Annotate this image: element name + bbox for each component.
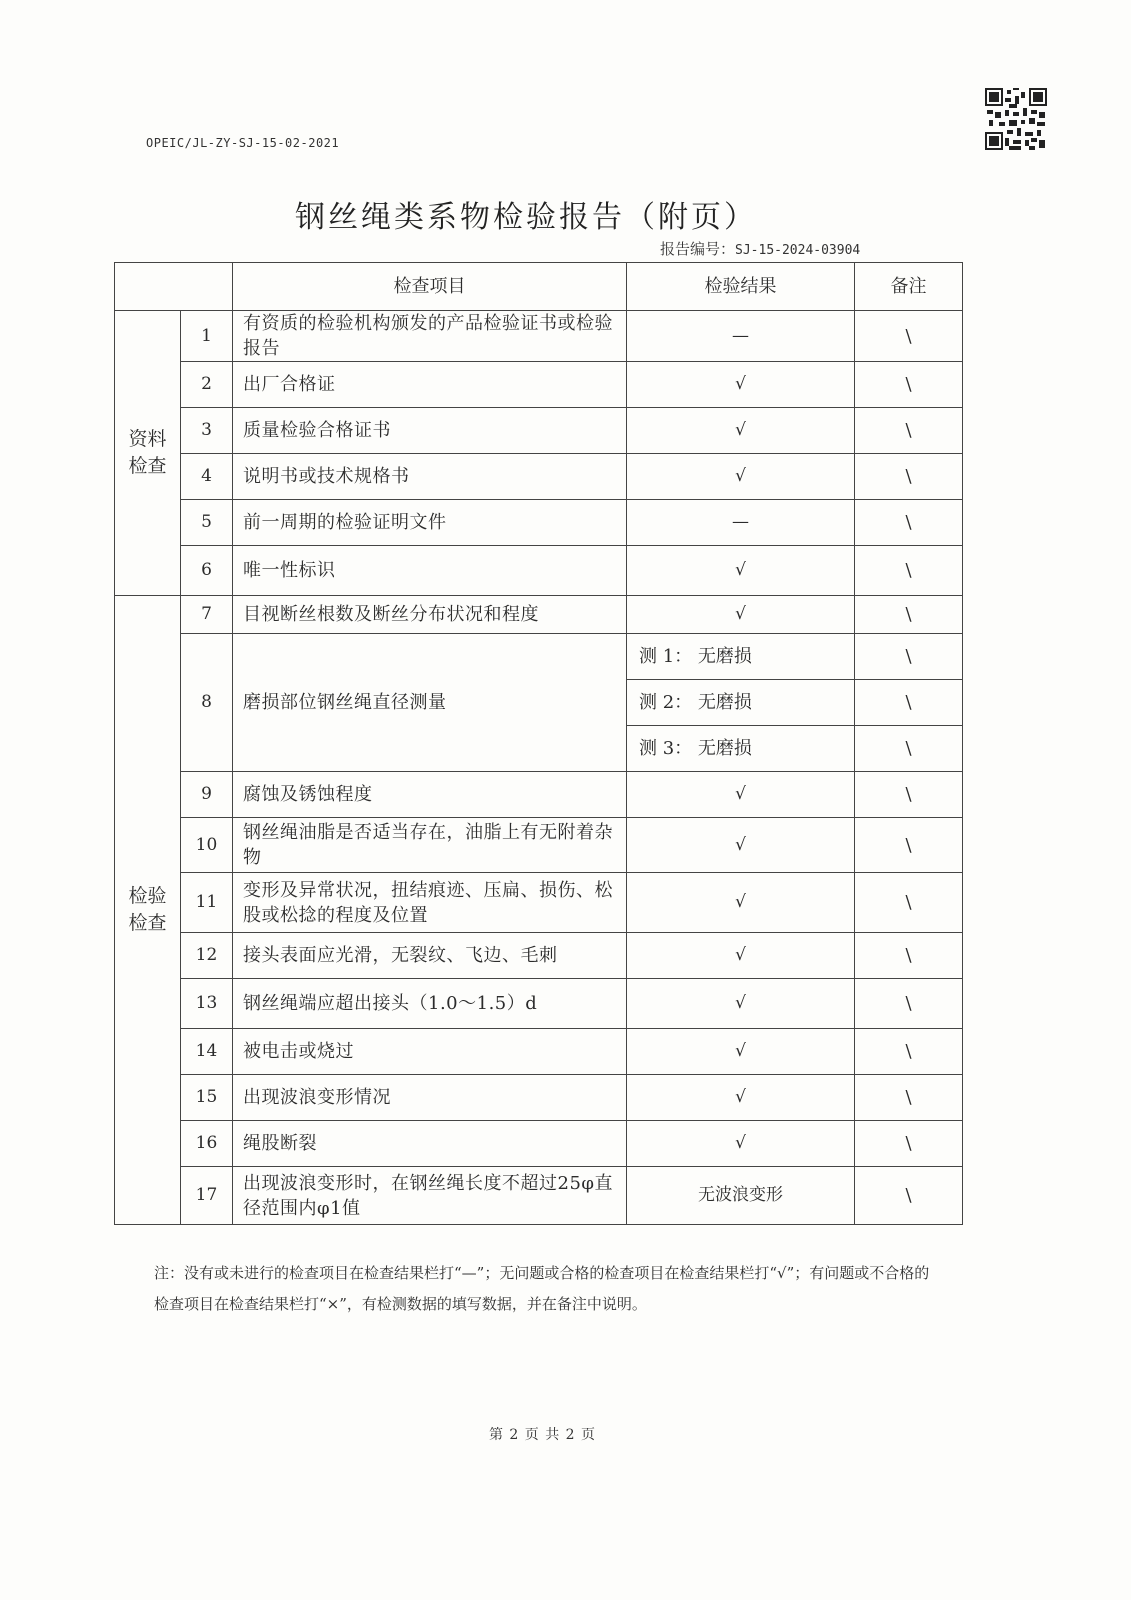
row-result: √: [627, 873, 855, 933]
row-item: 质量检验合格证书: [233, 408, 627, 454]
row-result: √: [627, 454, 855, 500]
row-number: 10: [181, 818, 233, 873]
row-remark: \: [855, 873, 963, 933]
table-row: [115, 818, 963, 873]
row-result: √: [627, 596, 855, 634]
page-number: 第 2 页 共 2 页: [488, 1427, 597, 1443]
section-label-line2: 检查: [128, 455, 167, 477]
row-result: √: [627, 1029, 855, 1075]
measurement-result: 测 2： 无磨损: [627, 680, 855, 726]
row-number: 13: [181, 979, 233, 1029]
header-item: 检查项目: [233, 263, 627, 311]
row-remark: \: [855, 1121, 963, 1167]
table-header-row: [115, 263, 963, 311]
table-row: [115, 1121, 963, 1167]
document-code: OPEIC/JL-ZY-SJ-15-02-2021: [146, 136, 340, 150]
row-remark: \: [855, 1029, 963, 1075]
row-number: 11: [181, 873, 233, 933]
row-number: 8: [181, 634, 233, 772]
row-remark: \: [855, 933, 963, 979]
table-row: [115, 362, 963, 408]
measurement-result: 测 3： 无磨损: [627, 726, 855, 772]
measurement-remark: \: [855, 680, 963, 726]
row-item: 出厂合格证: [233, 362, 627, 408]
row-number: 6: [181, 546, 233, 596]
row-item: 说明书或技术规格书: [233, 454, 627, 500]
row-remark: \: [855, 596, 963, 634]
report-number: [660, 238, 860, 259]
measurement-remark: \: [855, 634, 963, 680]
row-result: √: [627, 979, 855, 1029]
row-result: √: [627, 933, 855, 979]
row-remark: \: [855, 500, 963, 546]
report-number-label: 报告编号：: [660, 240, 736, 258]
report-title: 钢丝绳类系物检验报告（附页）: [295, 200, 757, 235]
footnote: 注：没有或未进行的检查项目在检查结果栏打“—”；无问题或合格的检查项目在检查结果栏打“√”；有问题或不合格的检查项目在检查结果栏打“×”，有检测数据的填写数据，并在备注中说明。: [154, 1264, 930, 1313]
row-number: 7: [181, 596, 233, 634]
table-row: [115, 1075, 963, 1121]
row-item: 出现波浪变形情况: [233, 1075, 627, 1121]
table-row: [115, 408, 963, 454]
measurement-remark: \: [855, 726, 963, 772]
header-blank-cell: [115, 263, 233, 311]
inspection-table: [114, 262, 963, 1225]
row-remark: \: [855, 979, 963, 1029]
table-row: [115, 979, 963, 1029]
row-remark: \: [855, 546, 963, 596]
table-row: [115, 500, 963, 546]
table-row: [115, 772, 963, 818]
row-number: 5: [181, 500, 233, 546]
row-item: 腐蚀及锈蚀程度: [233, 772, 627, 818]
table-row: [115, 454, 963, 500]
qr-code-icon: [985, 88, 1047, 150]
section-label-line1: 检验: [128, 885, 167, 907]
row-number: 15: [181, 1075, 233, 1121]
row-number: 1: [181, 311, 233, 362]
row-item: 磨损部位钢丝绳直径测量: [233, 634, 627, 772]
table-row: [115, 546, 963, 596]
row-result: √: [627, 1075, 855, 1121]
row-number: 12: [181, 933, 233, 979]
row-remark: \: [855, 1167, 963, 1225]
row-remark: \: [855, 1075, 963, 1121]
row-item: 被电击或烧过: [233, 1029, 627, 1075]
measurement-result: 测 1： 无磨损: [627, 634, 855, 680]
row-item: 有资质的检验机构颁发的产品检验证书或检验报告: [233, 311, 627, 362]
row-item: 出现波浪变形时，在钢丝绳长度不超过25φ直径范围内φ1值: [233, 1167, 627, 1225]
table-row: [115, 933, 963, 979]
section-label-line1: 资料: [128, 428, 167, 450]
row-remark: \: [855, 362, 963, 408]
report-number-value: SJ-15-2024-03904: [735, 243, 861, 258]
row-result: √: [627, 546, 855, 596]
row-item: 目视断丝根数及断丝分布状况和程度: [233, 596, 627, 634]
row-result: √: [627, 362, 855, 408]
row-item: 前一周期的检验证明文件: [233, 500, 627, 546]
row-result: —: [627, 311, 855, 362]
row-remark: \: [855, 311, 963, 362]
section-inspection-check: [115, 596, 181, 1225]
row-item: 变形及异常状况，扭结痕迹、压扁、损伤、松股或松捻的程度及位置: [233, 873, 627, 933]
row-result: 无波浪变形: [627, 1167, 855, 1225]
row-item: 钢丝绳端应超出接头（1.0～1.5）d: [233, 979, 627, 1029]
header-result: 检验结果: [627, 263, 855, 311]
row-result: √: [627, 408, 855, 454]
row-result: √: [627, 1121, 855, 1167]
header-remark: 备注: [855, 263, 963, 311]
table-row: [115, 873, 963, 933]
row-item: 接头表面应光滑，无裂纹、飞边、毛刺: [233, 933, 627, 979]
row-number: 2: [181, 362, 233, 408]
row-item: 唯一性标识: [233, 546, 627, 596]
row-result: —: [627, 500, 855, 546]
table-row: [115, 1029, 963, 1075]
row-remark: \: [855, 408, 963, 454]
table-row: [115, 634, 963, 680]
table-row: [115, 596, 963, 634]
table-row: [115, 311, 963, 362]
row-number: 17: [181, 1167, 233, 1225]
section-label-line2: 检查: [128, 912, 167, 934]
row-number: 4: [181, 454, 233, 500]
row-result: √: [627, 772, 855, 818]
row-remark: \: [855, 772, 963, 818]
row-number: 14: [181, 1029, 233, 1075]
row-number: 3: [181, 408, 233, 454]
row-item: 绳股断裂: [233, 1121, 627, 1167]
section-document-check: [115, 311, 181, 596]
row-number: 9: [181, 772, 233, 818]
table-row: [115, 1167, 963, 1225]
row-result: √: [627, 818, 855, 873]
row-remark: \: [855, 454, 963, 500]
row-number: 16: [181, 1121, 233, 1167]
row-remark: \: [855, 818, 963, 873]
row-item: 钢丝绳油脂是否适当存在，油脂上有无附着杂物: [233, 818, 627, 873]
